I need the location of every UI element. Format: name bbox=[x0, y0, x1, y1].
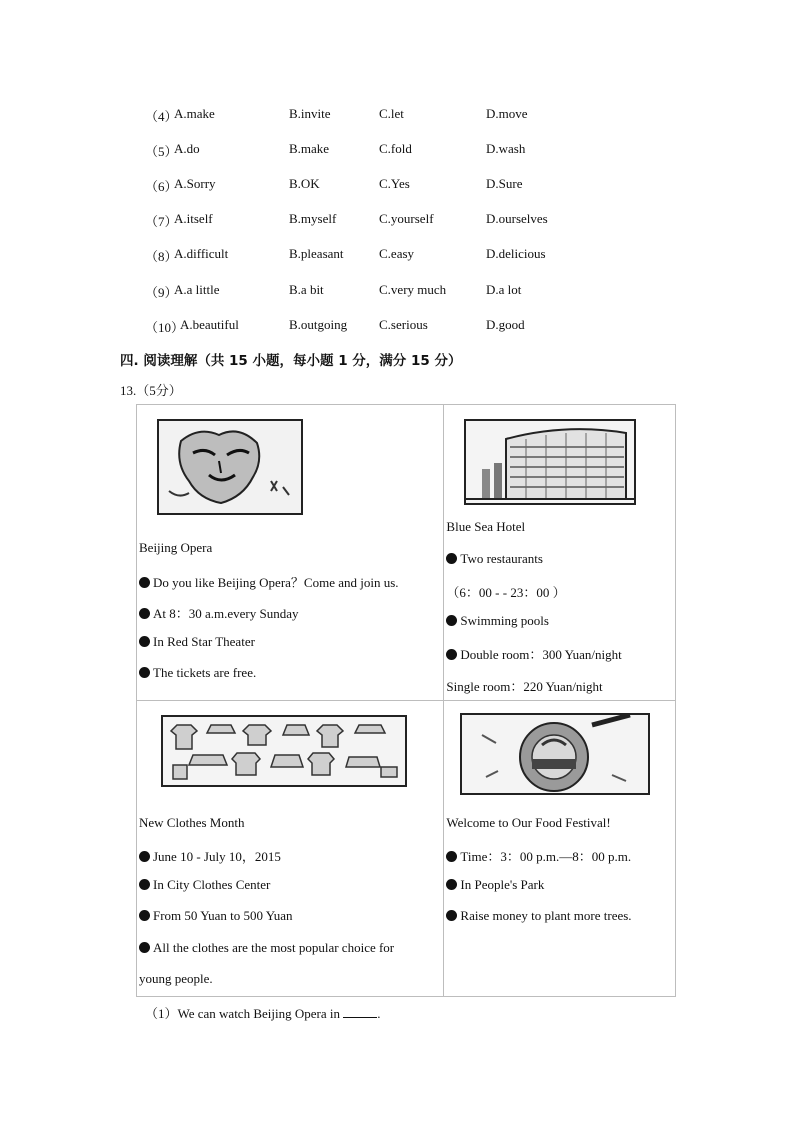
bullet-icon bbox=[139, 851, 150, 862]
hotel-line: Two restaurants bbox=[446, 551, 542, 567]
food-line: Time：3：00 p.m.—8：00 p.m. bbox=[446, 846, 631, 865]
clothes-image bbox=[161, 715, 407, 787]
opera-mask-image bbox=[157, 419, 303, 515]
hotel-single-room: Single room：220 Yuan/night bbox=[446, 679, 603, 694]
clothes-line: All the clothes are the most popular choice for bbox=[139, 940, 394, 956]
question-number: 13.（5分） bbox=[120, 383, 182, 398]
option-row bbox=[0, 106, 794, 126]
answer-blank[interactable] bbox=[343, 1005, 377, 1018]
option-row bbox=[0, 246, 794, 266]
option-d: D.a lot bbox=[486, 282, 522, 297]
bullet-icon bbox=[446, 879, 457, 890]
question-1: （1）We can watch Beijing Opera in . bbox=[145, 1006, 381, 1021]
opera-line: In Red Star Theater bbox=[139, 634, 255, 650]
option-b: B.outgoing bbox=[289, 317, 348, 332]
opera-line: At 8：30 a.m.every Sunday bbox=[139, 603, 299, 622]
option-b: B.pleasant bbox=[289, 246, 344, 261]
option-number: （6） bbox=[145, 179, 178, 194]
option-number: （10） bbox=[145, 320, 185, 335]
bullet-icon bbox=[139, 942, 150, 953]
option-a: A.difficult bbox=[174, 246, 229, 261]
option-d: D.move bbox=[486, 106, 528, 121]
clothes-line-continued: young people. bbox=[139, 971, 213, 986]
bullet-icon bbox=[139, 879, 150, 890]
option-a: A.beautiful bbox=[180, 317, 239, 332]
clothes-title: New Clothes Month bbox=[139, 815, 245, 830]
option-number: （9） bbox=[145, 285, 178, 300]
food-festival-ad bbox=[444, 701, 676, 997]
option-d: D.wash bbox=[486, 141, 526, 156]
option-a: A.do bbox=[174, 141, 200, 156]
hotel-line: Swimming pools bbox=[446, 613, 549, 629]
clothes-line: From 50 Yuan to 500 Yuan bbox=[139, 908, 293, 924]
option-a: A.make bbox=[174, 106, 215, 121]
opera-ad bbox=[137, 405, 444, 701]
hotel-ad bbox=[444, 405, 676, 701]
hotel-line: Double room：300 Yuan/night bbox=[446, 644, 621, 663]
hotel-hours: （6：00 - - 23：00 ） bbox=[446, 585, 566, 600]
option-b: B.OK bbox=[289, 176, 320, 191]
hotel-title: Blue Sea Hotel bbox=[446, 519, 526, 534]
option-a: A.itself bbox=[174, 211, 213, 226]
clothes-ad bbox=[137, 701, 444, 997]
bullet-icon bbox=[446, 615, 457, 626]
option-row bbox=[0, 317, 794, 337]
food-title: Welcome to Our Food Festival! bbox=[446, 815, 611, 830]
option-c: C.yourself bbox=[379, 211, 434, 226]
option-row bbox=[0, 176, 794, 196]
option-c: C.Yes bbox=[379, 176, 410, 191]
option-b: B.myself bbox=[289, 211, 337, 226]
option-row bbox=[0, 211, 794, 231]
bullet-icon bbox=[139, 577, 150, 588]
clothes-line: In City Clothes Center bbox=[139, 877, 270, 893]
bullet-icon bbox=[446, 553, 457, 564]
food-festival-image bbox=[460, 713, 650, 795]
bullet-icon bbox=[139, 910, 150, 921]
option-c: C.serious bbox=[379, 317, 428, 332]
opera-line: The tickets are free. bbox=[139, 665, 256, 681]
clothes-line: June 10 - July 10，2015 bbox=[139, 846, 281, 865]
bullet-icon bbox=[139, 636, 150, 647]
bullet-icon bbox=[139, 667, 150, 678]
option-b: B.make bbox=[289, 141, 330, 156]
opera-title: Beijing Opera bbox=[139, 540, 213, 555]
option-c: C.let bbox=[379, 106, 404, 121]
option-d: D.ourselves bbox=[486, 211, 548, 226]
food-line: Raise money to plant more trees. bbox=[446, 908, 631, 924]
bullet-icon bbox=[446, 851, 457, 862]
bullet-icon bbox=[446, 649, 457, 660]
option-d: D.Sure bbox=[486, 176, 523, 191]
section-title: 四. 阅读理解（共 15 小题，每小题 1 分，满分 15 分） bbox=[120, 353, 462, 369]
bullet-icon bbox=[446, 910, 457, 921]
food-line: In People's Park bbox=[446, 877, 544, 893]
opera-line: Do you like Beijing Opera？Come and join us. bbox=[139, 572, 399, 591]
option-row bbox=[0, 282, 794, 302]
option-number: （8） bbox=[145, 249, 178, 264]
option-b: B.a bit bbox=[289, 282, 324, 297]
option-number: （4） bbox=[145, 109, 178, 124]
option-d: D.good bbox=[486, 317, 525, 332]
bullet-icon bbox=[139, 608, 150, 619]
option-c: C.easy bbox=[379, 246, 415, 261]
option-row bbox=[0, 141, 794, 161]
option-a: A.Sorry bbox=[174, 176, 216, 191]
option-number: （5） bbox=[145, 144, 178, 159]
option-a: A.a little bbox=[174, 282, 220, 297]
option-c: C.very much bbox=[379, 282, 447, 297]
option-b: B.invite bbox=[289, 106, 331, 121]
option-number: （7） bbox=[145, 214, 178, 229]
hotel-building-image bbox=[464, 419, 636, 505]
option-c: C.fold bbox=[379, 141, 412, 156]
option-d: D.delicious bbox=[486, 246, 546, 261]
ads-table bbox=[136, 404, 676, 997]
